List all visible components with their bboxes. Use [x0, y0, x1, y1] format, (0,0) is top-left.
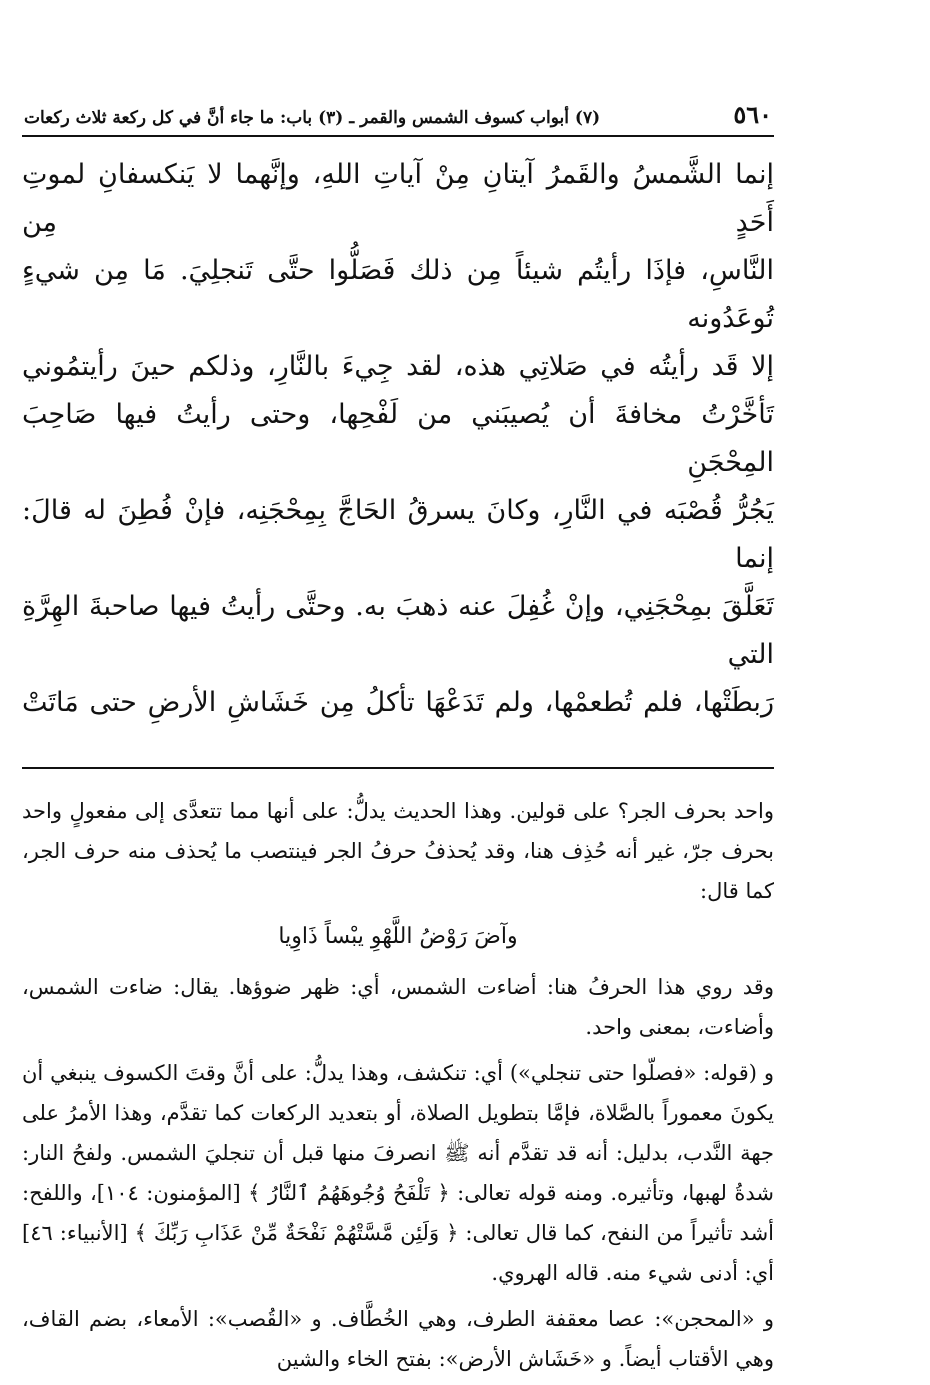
commentary-paragraph: وقد روي هذا الحرفُ هنا: أضاءت الشمس، أي: ظهر ضوؤها. يقال: ضاءت الشمس، وأضاءت، بمعنى واحد.	[22, 975, 774, 1039]
text-line: النَّاسِ، فإذَا رأيتُم شيئاً مِن ذلك فَصَلُّوا حتَّى تَنجلِيَ. مَا مِن شيءٍ تُوعَدُونه	[22, 255, 774, 334]
commentary	[22, 791, 774, 1379]
hadith-text	[22, 151, 774, 727]
book-page	[22, 100, 774, 1385]
commentary-paragraph: واحد بحرف الجر؟ على قولين. وهذا الحديث يدلُّ: على أنها مما تتعدَّى إلى مفعولٍ واحد بحرف جرّ، غير أنه حُذِف هنا، وقد يُحذفُ حرفُ الجر فينتصب ما يُحذف منه حرف الجر، كما قال:	[22, 799, 774, 903]
commentary-paragraph: و «المحجن»: عصا معقفة الطرف، وهي الخُطَّاف. و «القُصب»: الأمعاء، بضم القاف، وهي الأقتاب أيضاً. و «خَشَاش الأرض»: بفتح الخاء والشين	[22, 1307, 774, 1371]
text-line: إلا قَد رأيتُه في صَلاتِي هذه، لقد جِيءَ بالنَّارِ، وذلكم حينَ رأيتمُوني	[22, 351, 774, 382]
page-header	[22, 100, 774, 137]
poetry-verse: وآضَ رَوْضُ اللَّهْوِ يبْساً ذَاوِيا	[278, 924, 518, 949]
commentary-paragraph: و (قوله: «فصلّوا حتى تنجلي») أي: تنكشف، وهذا يدلُّ: على أنَّ وقتَ الكسوف ينبغي أن يكونَ معموراً بالصَّلاة، فإمَّا بتطويل الصلاة، أو بتعديد الركعات كما تقدَّم، وهذا الأمرُ على جهة النَّدب، بدليل: أنه قد تقدَّم أنه ﷺ انصرفَ منها قبل أن تنجليَ الشمس. ولفحُ النار: شدةُ لهبها، وتأثيره. ومنه قوله تعالى: ﴿ تَلْفَحُ وُجُوهَهُمُ ٱلنَّارُ ﴾ [المؤمنون: ١٠٤]، واللفح: أشد تأثيراً من النفح، كما قال تعالى: ﴿ وَلَئِن مَّسَّتْهُمْ نَفْحَةٌ مِّنْ عَذَابِ رَبِّكَ ﴾ [الأنبياء: ٤٦] أي: أدنى شيء منه. قاله الهروي.	[22, 1061, 774, 1285]
running-title: (٧) أبواب كسوف الشمس والقمر ـ (٣) باب: ما جاء أنَّ في كل ركعة ثلاث ركعات	[24, 108, 601, 128]
text-line: تَعَلَّقَ بمِحْجَنِي، وإنْ غُفِلَ عنه ذهبَ به. وحتَّى رأيتُ فيها صاحبةَ الهِرَّةِ التي	[22, 591, 774, 670]
text-line: يَجُرُّ قُصْبَه في النَّارِ، وكانَ يسرقُ الحَاجَّ بِمِحْجَنِه، فإنْ فُطِنَ له قالَ: إنما	[22, 495, 774, 574]
text-line: تَأخَّرْتُ مخافةَ أن يُصيبَني من لَفْحِها، وحتى رأيتُ فيها صَاحِبَ المِحْجَنِ	[22, 399, 774, 478]
page-number: ٥٦٠	[733, 100, 772, 129]
text-line: إنما الشَّمسُ والقَمرُ آيتانِ مِنْ آياتِ اللهِ، وإنَّهما لا يَنكسفانِ لموتِ أَحَدٍ مِن	[22, 159, 774, 238]
footnote-separator	[22, 767, 774, 769]
text-line: رَبطَتْها، فلم تُطعمْها، ولم تَدَعْهَا تأكلُ مِن خَشَاشِ الأرضِ حتى مَاتَتْ	[22, 687, 774, 718]
